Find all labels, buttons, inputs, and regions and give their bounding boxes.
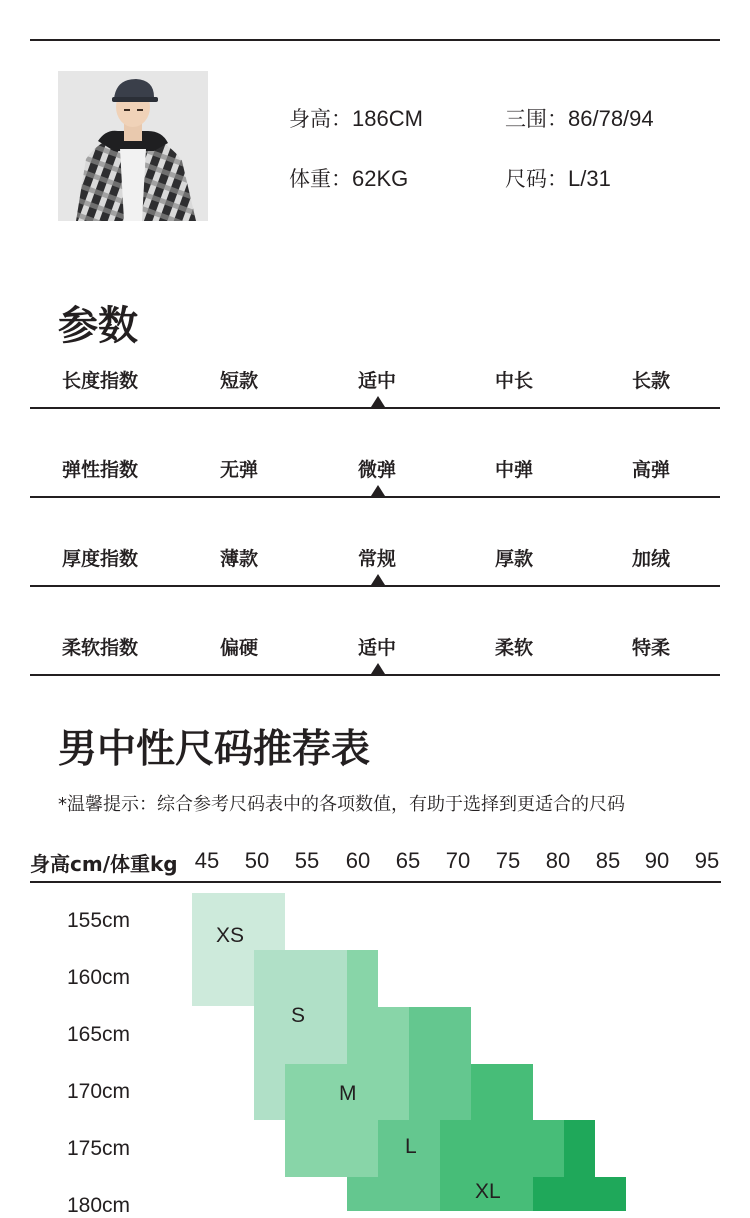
param-option: 柔软	[495, 637, 534, 659]
model-height	[289, 103, 423, 133]
param-row	[30, 320, 720, 409]
param-name: 柔软指数	[62, 637, 139, 659]
selected-marker-icon	[371, 396, 385, 407]
size-block-l	[409, 1007, 471, 1120]
weight-header: 80	[545, 848, 571, 873]
size-chart-note: *温馨提示：综合参考尺码表中的各项数值，有助于选择到更适合的尺码	[58, 794, 625, 815]
size-chart-title: 男中性尺码推荐表	[58, 727, 371, 772]
param-option: 短款	[220, 370, 259, 392]
weight-header: 55	[294, 848, 320, 873]
size-block-m	[347, 1007, 409, 1064]
model-weight-label: 体重：	[289, 167, 352, 191]
param-row-divider	[30, 674, 720, 676]
size-chart-header-label: 身高cm/体重kg	[30, 852, 178, 876]
selected-marker-icon	[371, 663, 385, 674]
param-option: 特柔	[632, 637, 671, 659]
model-height-label: 身高：	[289, 107, 352, 131]
size-label-l: L	[405, 1135, 417, 1158]
size-label-m: M	[339, 1082, 357, 1105]
weight-header: 75	[495, 848, 521, 873]
param-option: 常规	[358, 548, 397, 570]
model-weight-value: 62KG	[352, 166, 409, 191]
param-row	[30, 409, 720, 498]
param-option: 厚款	[495, 548, 534, 570]
height-label: 180cm	[67, 1194, 131, 1217]
param-option: 偏硬	[220, 637, 259, 659]
model-photo	[58, 71, 208, 221]
param-option: 无弹	[220, 459, 259, 481]
model-size-value: L/31	[568, 166, 611, 191]
size-block-xl	[471, 1064, 533, 1120]
model-illustration	[58, 71, 208, 221]
size-label-xs: XS	[216, 924, 245, 947]
model-measurements-value: 86/78/94	[568, 106, 654, 131]
param-row	[30, 498, 720, 587]
param-option: 微弹	[358, 459, 397, 481]
weight-header: 95	[694, 848, 720, 873]
height-label: 170cm	[67, 1080, 131, 1103]
param-row	[30, 587, 720, 676]
size-chart-divider	[30, 881, 721, 883]
size-label-xl: XL	[475, 1180, 501, 1203]
size-label-s: S	[291, 1004, 306, 1027]
size-block-l	[347, 1177, 440, 1211]
param-name: 弹性指数	[62, 459, 139, 481]
top-divider	[30, 39, 720, 41]
size-block-xl	[440, 1120, 564, 1177]
param-option: 高弹	[632, 459, 671, 481]
weight-header: 70	[445, 848, 471, 873]
param-option: 加绒	[632, 548, 671, 570]
size-block-xxl	[533, 1177, 626, 1211]
weight-header: 45	[194, 848, 220, 873]
selected-marker-icon	[371, 485, 385, 496]
param-option: 长款	[632, 370, 671, 392]
model-height-value: 186CM	[352, 106, 423, 131]
height-label: 155cm	[67, 909, 131, 932]
height-label: 160cm	[67, 966, 131, 989]
height-label: 175cm	[67, 1137, 131, 1160]
size-block-m	[347, 950, 378, 1007]
weight-header: 50	[244, 848, 270, 873]
param-option: 薄款	[220, 548, 259, 570]
model-size-label: 尺码：	[505, 167, 568, 191]
param-option: 中弹	[495, 459, 534, 481]
param-option: 适中	[358, 637, 397, 659]
param-option: 适中	[358, 370, 397, 392]
params-title: 参数	[58, 303, 138, 349]
param-name: 厚度指数	[62, 548, 139, 570]
model-size	[505, 163, 611, 193]
weight-header: 60	[345, 848, 371, 873]
weight-header: 65	[395, 848, 421, 873]
weight-header: 85	[595, 848, 621, 873]
model-measurements	[505, 103, 654, 133]
model-weight	[289, 163, 408, 193]
param-name: 长度指数	[62, 370, 139, 392]
param-option: 中长	[495, 370, 534, 392]
model-measurements-label: 三围：	[505, 107, 568, 131]
selected-marker-icon	[371, 574, 385, 585]
height-label: 165cm	[67, 1023, 131, 1046]
weight-header: 90	[644, 848, 670, 873]
size-block-xxl	[564, 1120, 595, 1177]
